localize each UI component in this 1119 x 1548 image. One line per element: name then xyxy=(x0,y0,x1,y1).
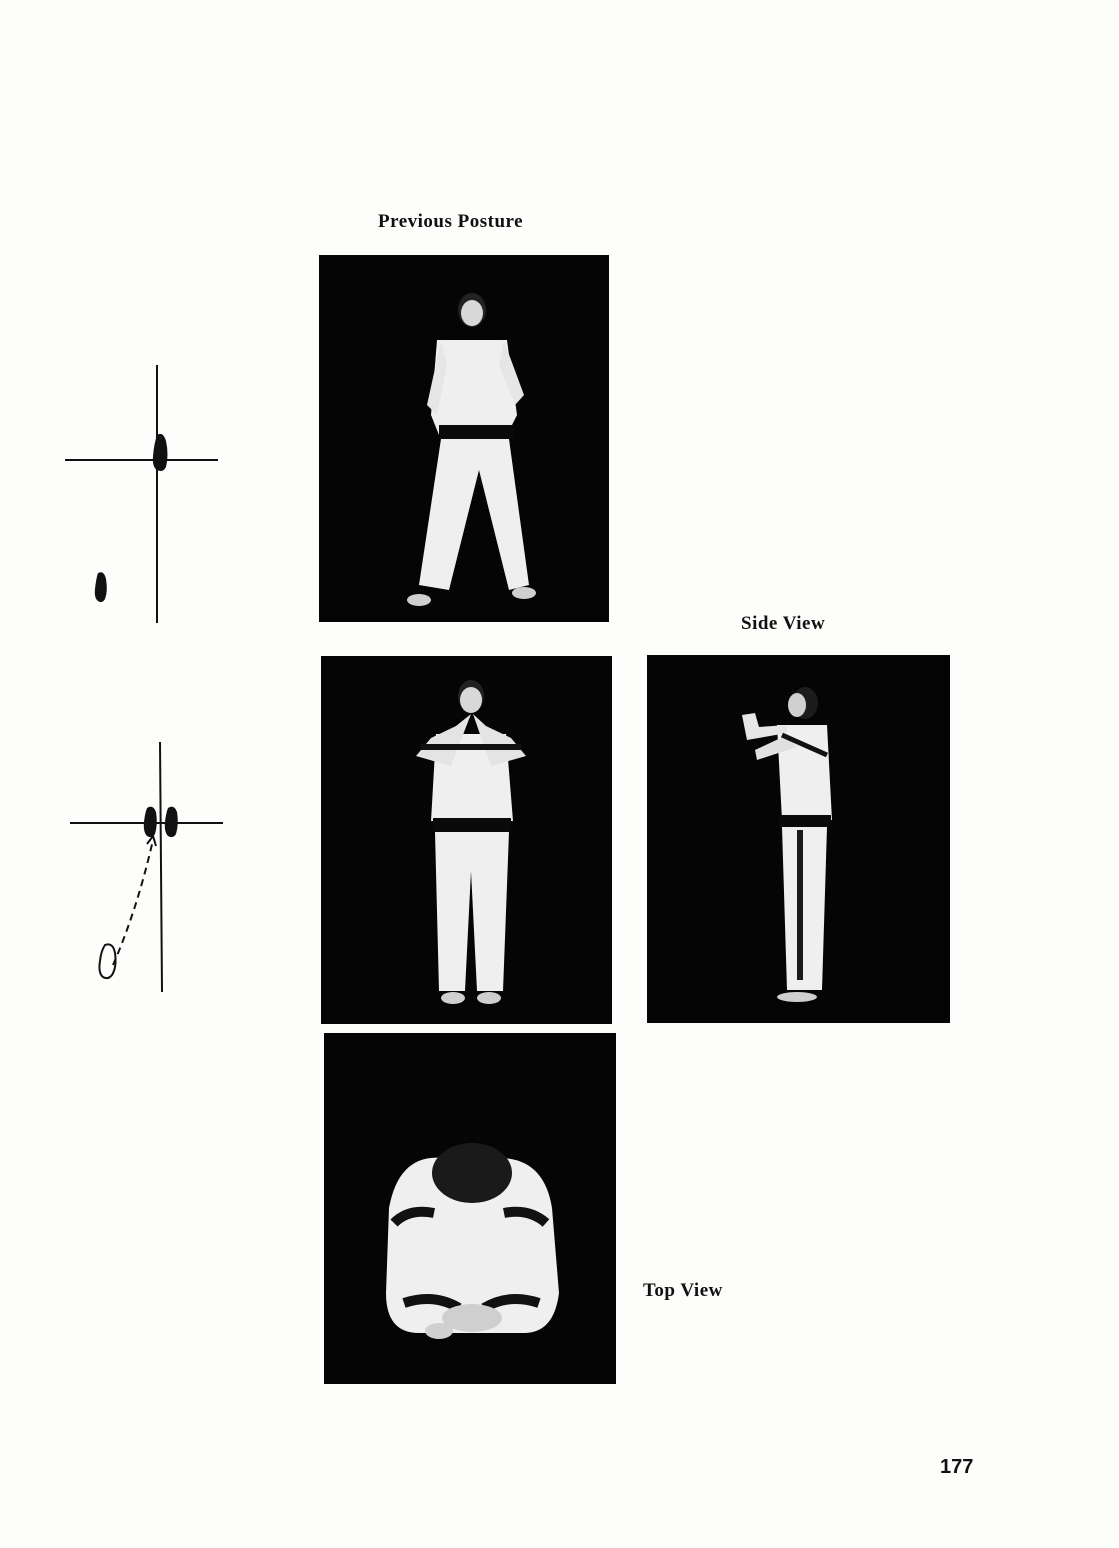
page-number: 177 xyxy=(940,1456,974,1478)
label-top-view: Top View xyxy=(643,1280,723,1301)
figure-front-view xyxy=(321,656,612,1024)
foot-diagram-previous xyxy=(60,365,225,625)
dashed-arrow-icon xyxy=(113,836,156,965)
photo-side-view xyxy=(647,655,950,1023)
label-previous-posture: Previous Posture xyxy=(378,211,524,232)
figure-previous-posture xyxy=(319,255,609,622)
footprint-icon xyxy=(144,807,157,837)
footprint-icon xyxy=(153,434,168,471)
figure-top-view xyxy=(324,1033,616,1384)
footprint-icon xyxy=(99,944,115,978)
photo-front-view xyxy=(321,656,612,1024)
foot-diagram-current xyxy=(65,740,230,1000)
footprint-icon xyxy=(95,572,107,602)
label-side-view: Side View xyxy=(741,613,826,634)
figure-side-view xyxy=(647,655,950,1023)
photo-previous-posture xyxy=(319,255,609,622)
footprint-icon xyxy=(165,807,178,837)
photo-top-view xyxy=(324,1033,616,1384)
